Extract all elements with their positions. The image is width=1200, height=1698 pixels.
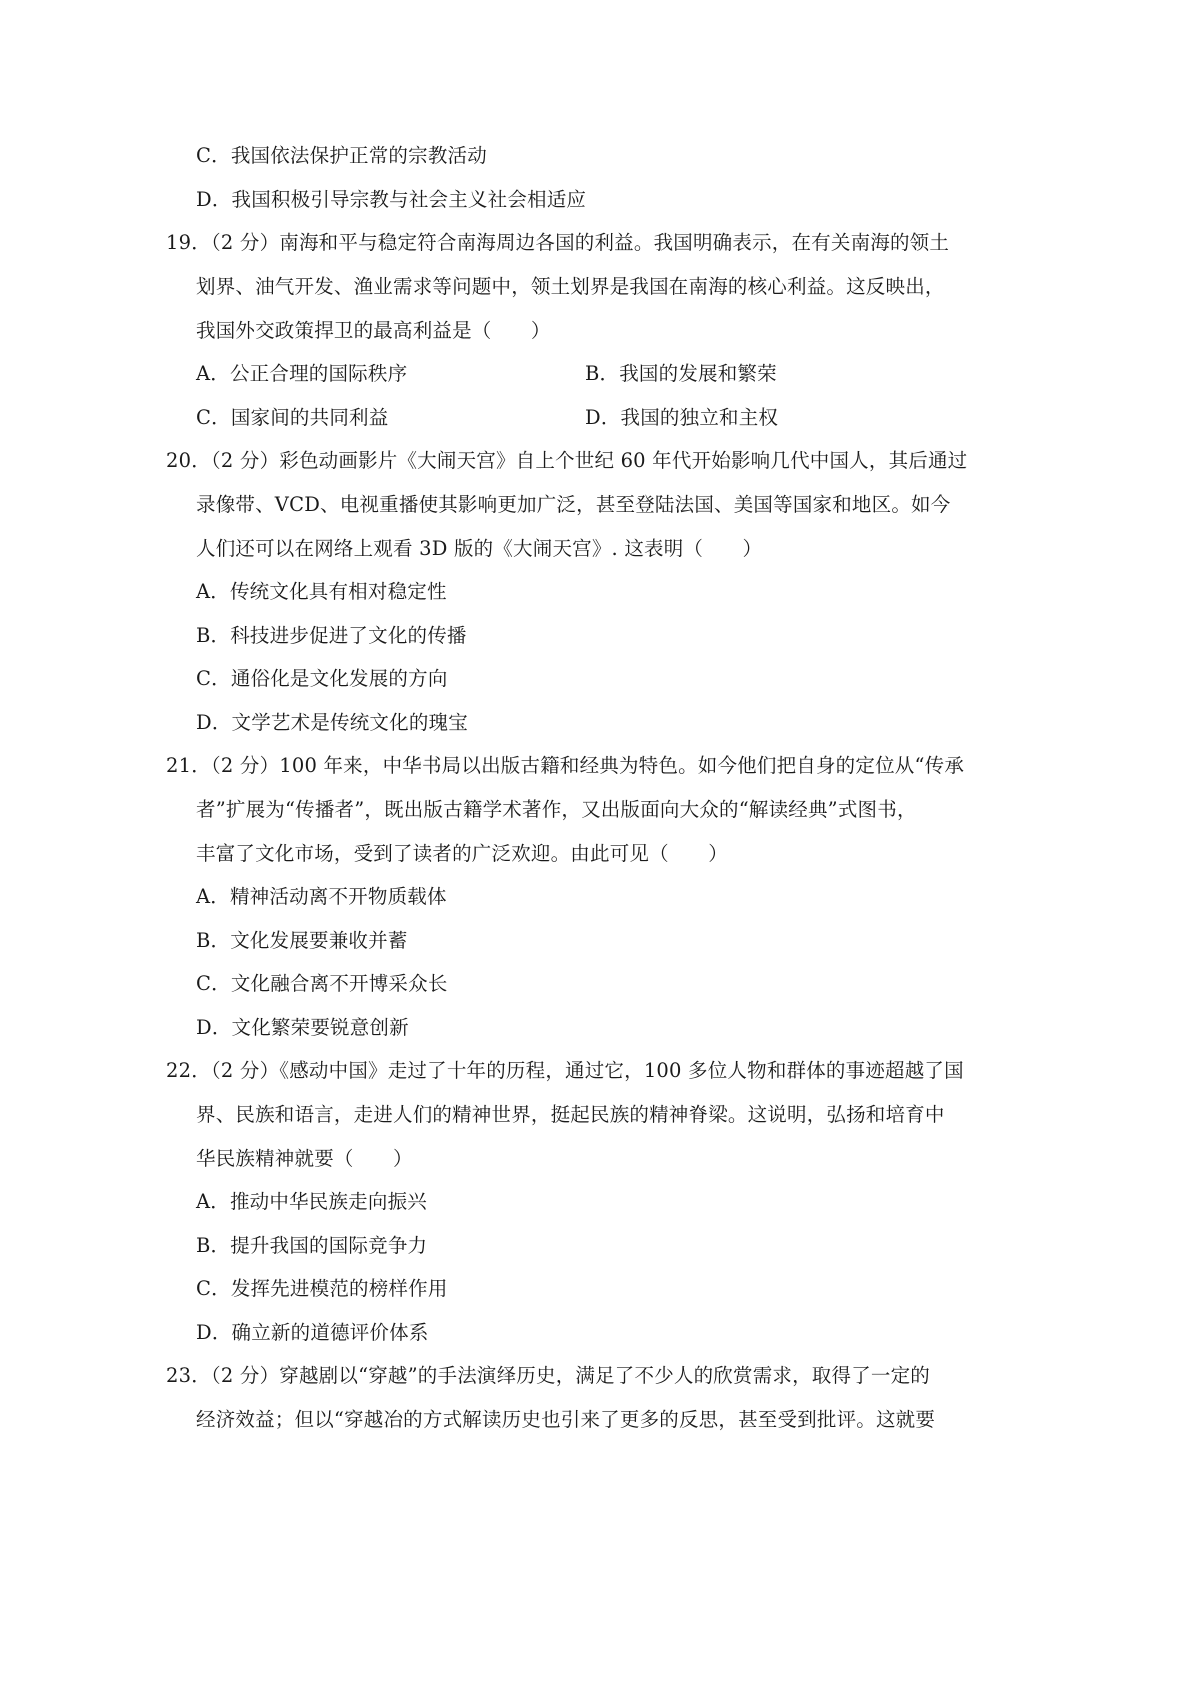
q19-option-b: B．我国的发展和繁荣 [585,362,777,385]
q20-option-a: A．传统文化具有相对稳定性 [196,580,447,603]
q20-stem-line-2: 录像带、VCD、电视重播使其影响更加广泛，甚至登陆法国、美国等国家和地区。如今 [196,493,951,516]
q23-stem-line-1: 23．（2 分）穿越剧以“穿越”的手法演绎历史，满足了不少人的欣赏需求，取得了一定的 [166,1364,931,1387]
q23-stem-line-2: 经济效益；但以“穿越冶的方式解读历史也引来了更多的反思，甚至受到批评。这就要 [196,1408,936,1431]
q19-option-c: C．国家间的共同利益 [196,406,389,429]
q22-stem-line-3: 华民族精神就要（ ） [196,1147,413,1170]
q22-option-b: B．提升我国的国际竞争力 [196,1234,428,1257]
q21-stem-line-1: 21．（2 分）100 年来，中华书局以出版古籍和经典为特色。如今他们把自身的定位从“传承 [166,754,965,777]
q19-stem-line-2: 划界、油气开发、渔业需求等问题中，领土划界是我国在南海的核心利益。这反映出， [196,275,945,298]
q21-option-d: D．文化繁荣要锐意创新 [196,1016,409,1039]
q22-option-d: D．确立新的道德评价体系 [196,1321,429,1344]
q21-option-c: C．文化融合离不开博采众长 [196,972,448,995]
q22-option-a: A．推动中华民族走向振兴 [196,1190,427,1213]
q20-stem-line-1: 20．（2 分）彩色动画影片《大闹天宫》自上个世纪 60 年代开始影响几代中国人，其后通过 [166,449,968,472]
q18-option-c: C．我国依法保护正常的宗教活动 [196,144,487,167]
q22-stem-line-1: 22．（2 分）《感动中国》走过了十年的历程，通过它，100 多位人物和群体的事迹超越了国 [166,1059,964,1082]
q19-stem-line-1: 19．（2 分）南海和平与稳定符合南海周边各国的利益。我国明确表示，在有关南海的领土 [166,231,950,254]
q18-option-d: D．我国积极引导宗教与社会主义社会相适应 [196,188,587,211]
q21-option-b: B．文化发展要兼收并蓄 [196,929,408,952]
q20-option-b: B．科技进步促进了文化的传播 [196,624,467,647]
q21-stem-line-3: 丰富了文化市场，受到了读者的广泛欢迎。由此可见（ ） [196,842,728,865]
q22-stem-line-2: 界、民族和语言，走进人们的精神世界，挺起民族的精神脊梁。这说明，弘扬和培育中 [196,1103,945,1126]
q21-stem-line-2: 者”扩展为“传播者”，既出版古籍学术著作，又出版面向大众的“解读经典”式图书， [196,798,917,821]
q19-option-a: A．公正合理的国际秩序 [196,362,408,385]
q20-stem-line-3: 人们还可以在网络上观看 3D 版的《大闹天宫》. 这表明（ ） [196,537,763,560]
q20-option-c: C．通俗化是文化发展的方向 [196,667,448,690]
q22-option-c: C．发挥先进模范的榜样作用 [196,1277,448,1300]
q20-option-d: D．文学艺术是传统文化的瑰宝 [196,711,468,734]
q19-option-d: D．我国的独立和主权 [585,406,779,429]
q21-option-a: A．精神活动离不开物质载体 [196,885,447,908]
q19-stem-line-3: 我国外交政策捍卫的最高利益是（ ） [196,319,551,342]
